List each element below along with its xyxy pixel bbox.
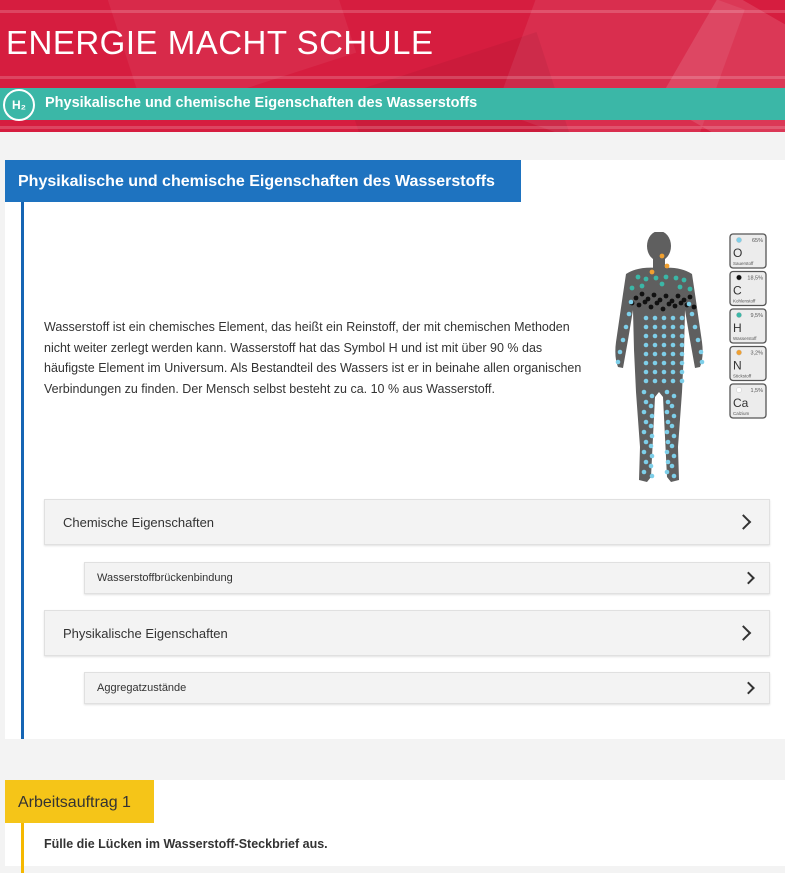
element-dot <box>680 325 685 330</box>
element-dot <box>665 410 670 415</box>
element-dot <box>670 404 675 409</box>
element-dot <box>672 434 677 439</box>
element-dot <box>624 325 629 330</box>
element-dot <box>672 414 677 419</box>
section-title: Physikalische und chemische Eigenschaften des Wasserstoffs <box>5 160 521 202</box>
element-dot <box>644 370 649 375</box>
svg-text:18,5%: 18,5% <box>747 275 763 282</box>
svg-text:Kohlenstoff: Kohlenstoff <box>733 298 756 304</box>
body-illustration <box>612 232 767 487</box>
element-dot <box>666 460 671 465</box>
human-body-element-figure <box>612 232 767 487</box>
element-dot <box>653 343 658 348</box>
element-dot <box>664 275 669 280</box>
element-dot <box>643 300 648 305</box>
element-dot <box>650 394 655 399</box>
element-dot <box>688 287 693 292</box>
element-dot <box>650 454 655 459</box>
element-dot <box>653 352 658 357</box>
element-dot <box>665 450 670 455</box>
element-dot <box>671 325 676 330</box>
element-dot <box>644 440 649 445</box>
element-dot <box>642 410 647 415</box>
element-dot <box>644 325 649 330</box>
accordion-wasserstoffbrueckenbindung[interactable] <box>84 562 770 594</box>
element-tile-o <box>730 234 766 268</box>
element-dot <box>671 361 676 366</box>
element-dot <box>665 390 670 395</box>
svg-text:C: C <box>733 283 742 298</box>
intro-text: Wasserstoff ist ein chemisches Element, das heißt ein Reinstoff, der mit chemischen Methoden nicht weiter zerlegt werden kann. Wasserstoff hat das Symbol H und ist mit über 90 % das häufigste Element im Universum. Als Bestandteil des Wassers ist er in beinahe allen organischen Verbindungen zu finden. Der Mensch selbst besteht zu ca. 10 % aus Wasserstoff. <box>44 320 582 396</box>
element-dot <box>618 350 623 355</box>
task-title: Arbeitsauftrag 1 <box>5 780 154 823</box>
task-instruction: Fülle die Lücken im Wasserstoff-Steckbrief aus. <box>44 837 328 851</box>
element-dot <box>644 379 649 384</box>
element-dot <box>666 400 671 405</box>
svg-text:H: H <box>733 321 742 335</box>
svg-text:Calzium: Calzium <box>733 411 750 416</box>
element-tile-ca <box>730 384 766 418</box>
element-dot <box>666 420 671 425</box>
element-dot <box>680 316 685 321</box>
element-dot <box>616 360 621 365</box>
element-dot <box>682 278 687 283</box>
element-dot <box>662 370 667 375</box>
site-header <box>0 0 785 132</box>
element-dot <box>680 379 685 384</box>
element-dot <box>660 282 665 287</box>
element-dot <box>664 294 669 299</box>
element-dot <box>655 301 660 306</box>
element-tile-h <box>730 309 766 343</box>
header-stripe <box>0 126 785 129</box>
element-dot <box>650 474 655 479</box>
svg-text:1,5%: 1,5% <box>750 388 763 394</box>
element-dot <box>670 444 675 449</box>
svg-text:Sauerstoff: Sauerstoff <box>733 261 754 266</box>
element-dot <box>672 474 677 479</box>
element-dot <box>621 338 626 343</box>
chevron-right-icon <box>736 625 752 641</box>
element-dot <box>630 286 635 291</box>
element-dot <box>650 434 655 439</box>
element-dot <box>667 302 672 307</box>
content-section <box>5 160 785 739</box>
element-tile-c <box>730 272 766 306</box>
element-dot <box>672 394 677 399</box>
element-dot <box>649 305 654 310</box>
svg-text:9,5%: 9,5% <box>750 313 763 319</box>
element-tile-n <box>730 347 766 381</box>
element-dot <box>653 316 658 321</box>
element-dot <box>671 334 676 339</box>
element-dot <box>642 450 647 455</box>
element-dot <box>662 379 667 384</box>
element-dot <box>652 293 657 298</box>
svg-text:3,2%: 3,2% <box>750 350 763 357</box>
element-dot <box>665 264 670 269</box>
element-dot <box>642 390 647 395</box>
accordion-chemische-eigenschaften[interactable] <box>44 499 770 545</box>
chevron-right-icon <box>736 514 752 530</box>
element-dot <box>700 360 705 365</box>
element-dot <box>692 305 697 310</box>
element-dot <box>693 325 698 330</box>
svg-text:Ca: Ca <box>733 396 749 410</box>
element-dot <box>640 284 645 289</box>
element-dot <box>671 379 676 384</box>
element-dot <box>644 277 649 282</box>
svg-text:65%: 65% <box>751 238 763 244</box>
element-dot <box>671 316 676 321</box>
element-dot <box>680 334 685 339</box>
element-dot <box>665 430 670 435</box>
element-dot <box>644 316 649 321</box>
element-dot <box>644 460 649 465</box>
element-dot <box>662 316 667 321</box>
element-dot <box>671 352 676 357</box>
element-dot <box>644 334 649 339</box>
element-dot <box>627 312 632 317</box>
element-dot <box>680 370 685 375</box>
element-dot <box>653 361 658 366</box>
element-dot <box>680 361 685 366</box>
element-dot <box>676 294 681 299</box>
accordion-aggregatzustaende[interactable] <box>84 672 770 704</box>
element-dot <box>640 292 645 297</box>
element-dot <box>671 370 676 375</box>
element-dot <box>670 464 675 469</box>
element-dot <box>653 379 658 384</box>
section-accent-line <box>21 202 24 739</box>
element-dot <box>644 361 649 366</box>
element-dot <box>671 343 676 348</box>
task-section <box>5 780 785 866</box>
svg-text:Wasserstoff: Wasserstoff <box>733 336 757 341</box>
accordion-label: Chemische Eigenschaften <box>63 515 215 530</box>
element-dot <box>672 454 677 459</box>
human-silhouette <box>615 232 702 482</box>
element-tiles <box>730 234 766 418</box>
svg-text:Stickstoff: Stickstoff <box>733 373 752 379</box>
accordion-label: Wasserstoffbrückenbindung <box>97 572 233 584</box>
element-dot <box>680 352 685 357</box>
element-dot <box>662 361 667 366</box>
element-dot <box>636 275 641 280</box>
element-dot <box>662 352 667 357</box>
element-dot <box>650 414 655 419</box>
element-dot <box>662 343 667 348</box>
element-dot <box>662 334 667 339</box>
header-stripe <box>0 76 785 79</box>
element-dot <box>673 304 678 309</box>
element-dot <box>637 303 642 308</box>
h2-badge-icon: H₂ <box>3 89 35 121</box>
element-dot <box>653 334 658 339</box>
element-dot <box>665 470 670 475</box>
element-dot <box>644 420 649 425</box>
element-dot <box>653 370 658 375</box>
element-dot <box>629 300 634 305</box>
svg-text:N: N <box>733 358 742 373</box>
element-dot <box>649 444 654 449</box>
element-dot <box>680 343 685 348</box>
element-dot <box>644 352 649 357</box>
element-dot <box>666 440 671 445</box>
element-dot <box>670 424 675 429</box>
element-dot <box>634 296 639 301</box>
element-dot <box>644 400 649 405</box>
element-dot <box>650 270 655 275</box>
element-dot <box>660 254 665 259</box>
accordion-physikalische-eigenschaften[interactable] <box>44 610 770 656</box>
brand-title[interactable]: ENERGIE MACHT SCHULE <box>6 24 434 61</box>
element-dot <box>688 295 693 300</box>
element-dot <box>699 350 704 355</box>
element-dot <box>642 430 647 435</box>
element-dot <box>654 276 659 281</box>
accordion-label: Physikalische Eigenschaften <box>63 626 228 641</box>
element-dot <box>649 424 654 429</box>
svg-text:O: O <box>733 246 743 260</box>
chevron-right-icon <box>742 572 755 585</box>
element-dot <box>662 325 667 330</box>
element-dot <box>661 307 666 312</box>
element-dot <box>696 338 701 343</box>
topic-bar <box>0 88 785 120</box>
element-dot <box>674 276 679 281</box>
element-dot <box>644 343 649 348</box>
element-dot <box>679 301 684 306</box>
element-dot <box>649 404 654 409</box>
element-dot <box>642 470 647 475</box>
element-dot <box>687 302 692 307</box>
accordion-label: Aggregatzustände <box>97 682 187 694</box>
element-dot <box>653 325 658 330</box>
header-stripe <box>0 10 785 13</box>
element-dot <box>649 464 654 469</box>
element-dot <box>678 285 683 290</box>
chevron-right-icon <box>742 682 755 695</box>
topic-title: Physikalische und chemische Eigenschaften des Wasserstoffs <box>45 95 478 111</box>
element-dot <box>690 312 695 317</box>
